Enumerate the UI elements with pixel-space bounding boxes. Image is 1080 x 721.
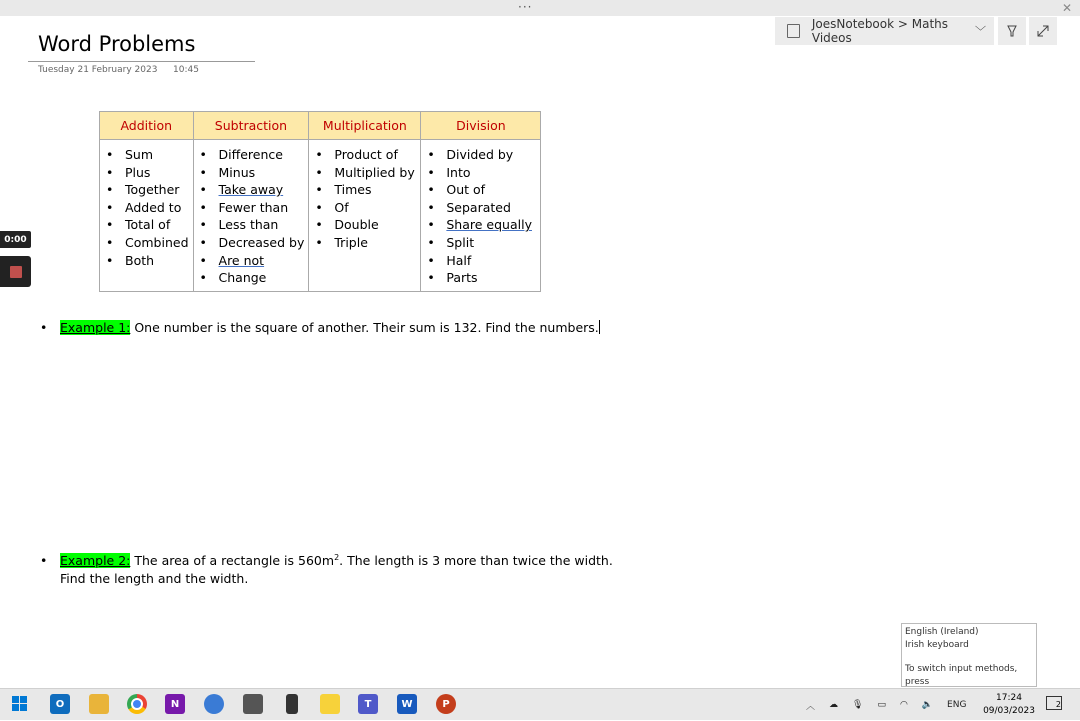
tooltip-keyboard: Irish keyboard [905, 639, 969, 650]
close-icon[interactable]: ✕ [1061, 1, 1072, 15]
division-list [425, 146, 536, 287]
input-method-tooltip [901, 623, 1037, 687]
calculator-icon[interactable] [243, 694, 263, 714]
list-item: • Both [104, 252, 189, 270]
list-item: • Divided by [425, 146, 536, 164]
keywords-table[interactable] [99, 111, 541, 292]
header-division: Division [421, 112, 541, 140]
example-1-text: One number is the square of another. Their sum is 132. Find the numbers. [130, 320, 599, 335]
header-subtraction: Subtraction [193, 112, 309, 140]
table-header-row [100, 112, 541, 140]
list-item: • Less than [198, 216, 305, 234]
expand-button[interactable] [1029, 17, 1057, 45]
example-2-text-after: . The length is 3 more than twice the width. [339, 553, 613, 569]
list-item: • Into [425, 164, 536, 182]
list-item: • Difference [198, 146, 305, 164]
chevron-down-icon: ﹀ [975, 25, 986, 38]
expand-icon [1036, 24, 1050, 38]
system-tray [806, 689, 976, 721]
addition-list [104, 146, 189, 269]
stop-icon [10, 266, 22, 278]
page-title[interactable]: Word Problems [38, 32, 196, 56]
multiplication-list [313, 146, 416, 252]
list-item: • Sum [104, 146, 189, 164]
battery-icon[interactable]: ▭ [877, 700, 886, 710]
list-item: • Product of [313, 146, 416, 164]
window-titlebar [0, 0, 1080, 16]
volume-icon[interactable]: 🔈 [921, 700, 934, 710]
list-item: • Decreased by [198, 234, 305, 252]
example-2-superscript: 2 [334, 553, 340, 562]
table-row [100, 140, 541, 292]
list-item: • Combined [104, 234, 189, 252]
notification-count: 2 [1055, 700, 1061, 709]
clock-time: 17:24 [996, 693, 1022, 703]
list-item: • Half [425, 252, 536, 270]
subtraction-list [198, 146, 305, 287]
list-item: • Change [198, 269, 305, 287]
multiplication-cell[interactable] [309, 140, 421, 292]
word-icon[interactable]: W [397, 694, 417, 714]
cloud-icon[interactable]: ☁ [829, 700, 839, 710]
list-item: • Times [313, 181, 416, 199]
tooltip-language: English (Ireland) [905, 627, 979, 637]
list-item: • Minus [198, 164, 305, 182]
list-item: • Total of [104, 216, 189, 234]
bullet-icon: • [40, 553, 48, 569]
addition-cell[interactable] [100, 140, 194, 292]
page-time: 10:45 [173, 65, 199, 75]
example-1[interactable] [40, 319, 600, 337]
example-2[interactable] [40, 549, 613, 588]
windows-start-button[interactable] [10, 694, 30, 714]
language-indicator[interactable]: ENG [947, 700, 967, 710]
example-1-label: Example 1: [60, 320, 131, 335]
taskbar-clock[interactable] [982, 692, 1036, 718]
list-item: • Take away [198, 181, 305, 199]
title-underline [28, 61, 255, 62]
header-addition: Addition [100, 112, 194, 140]
list-item: • Are not [198, 252, 305, 270]
list-item: • Added to [104, 199, 189, 217]
notebook-breadcrumb-button[interactable] [775, 17, 994, 45]
microphone-icon[interactable]: 🎙 [852, 700, 864, 710]
teams-icon[interactable]: T [358, 694, 378, 714]
division-cell[interactable] [421, 140, 541, 292]
clock-date: 09/03/2023 [983, 706, 1035, 716]
bullet-icon: • [40, 320, 48, 335]
chevron-up-icon[interactable]: ︿ [806, 701, 816, 712]
file-explorer-icon[interactable] [89, 694, 109, 714]
list-item: • Fewer than [198, 199, 305, 217]
list-item: • Parts [425, 269, 536, 287]
recording-timer: 0:00 [0, 231, 31, 248]
powerpoint-icon[interactable]: P [436, 694, 456, 714]
notebook-icon [787, 24, 800, 38]
list-item: • Triple [313, 234, 416, 252]
windows-icon [12, 696, 28, 712]
list-item: • Together [104, 181, 189, 199]
list-item: • Multiplied by [313, 164, 416, 182]
window-dots-icon[interactable]: ··· [518, 0, 533, 14]
sticky-notes-icon[interactable] [320, 694, 340, 714]
list-item: • Split [425, 234, 536, 252]
breadcrumb-label: JoesNotebook > Maths Videos [811, 17, 949, 45]
phone-icon[interactable] [286, 694, 298, 714]
list-item: • Of [313, 199, 416, 217]
text-caret [599, 320, 600, 334]
list-item: • Double [313, 216, 416, 234]
header-multiplication: Multiplication [309, 112, 421, 140]
subtraction-cell[interactable] [193, 140, 309, 292]
list-item: • Share equally [425, 216, 536, 234]
list-item: • Out of [425, 181, 536, 199]
outlook-icon[interactable]: O [50, 694, 70, 714]
list-item: • Plus [104, 164, 189, 182]
taskbar [0, 688, 1080, 720]
example-2-text-before: The area of a rectangle is 560m [130, 553, 335, 569]
example-2-line2: Find the length and the width. [60, 571, 249, 587]
notification-center-button[interactable] [1046, 696, 1062, 710]
example-2-label: Example 2: [60, 553, 131, 569]
chrome-icon[interactable] [127, 694, 147, 714]
tooltip-hint-line1: To switch input methods, press [905, 664, 1018, 687]
pen-icon [1005, 24, 1019, 38]
wifi-icon[interactable]: ◠ [899, 700, 908, 710]
settings-app-icon[interactable] [204, 694, 224, 714]
onenote-icon[interactable]: N [165, 694, 185, 714]
page-date: Tuesday 21 February 2023 [38, 65, 158, 75]
list-item: • Separated [425, 199, 536, 217]
pen-mode-button[interactable] [998, 17, 1026, 45]
stop-recording-button[interactable] [0, 256, 31, 287]
